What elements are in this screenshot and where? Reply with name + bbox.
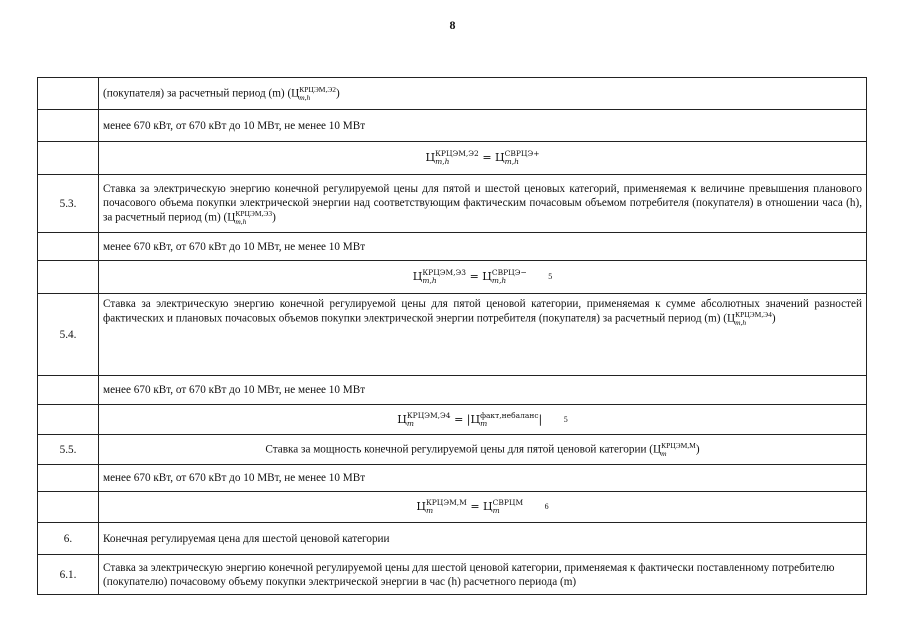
symbol-subscript: m,h (504, 157, 519, 166)
symbol-superscript: СВРЦЭ− (491, 268, 527, 277)
table-row (38, 376, 867, 405)
price-symbol: Ц (412, 270, 423, 283)
symbol-subscript: m,h (735, 318, 747, 327)
symbol-indices (505, 150, 540, 166)
row-number-cell (38, 261, 99, 294)
abs-close-symbol: | (538, 412, 543, 426)
formula-cell (99, 492, 867, 523)
symbol-superscript: КРЦЭМ,Э2 (435, 149, 479, 158)
table-row (38, 405, 867, 435)
symbol-superscript: КРЦЭМ,Э3 (422, 268, 467, 277)
footnote-reference: 6 (544, 502, 549, 511)
table-row (38, 233, 867, 261)
footnote-reference: 5 (548, 272, 553, 281)
symbol-indices (493, 499, 524, 515)
row-text-cell (99, 294, 867, 376)
price-symbol: Ц (425, 151, 436, 164)
formula-cell (99, 142, 867, 175)
row-text: (покупателя) за расчетный период (m) (Ц (103, 87, 300, 100)
equals-sign: = (454, 412, 464, 426)
symbol-subscript: m (425, 506, 434, 515)
row-number-cell (38, 233, 99, 261)
symbol-indices (407, 412, 451, 428)
row-text: Ставка за мощность конечной регулируемой цены для пятой ценовой категории (Ц (265, 443, 662, 456)
symbol-indices (299, 86, 336, 102)
closing-paren: ) (336, 87, 340, 100)
row-number-cell (38, 492, 99, 523)
row-number-cell (38, 376, 99, 405)
power-range-cell: менее 670 кВт, от 670 кВт до 10 МВт, не менее 10 МВт (99, 465, 867, 492)
row-number-cell: 5.4. (38, 294, 99, 376)
row-text-cell (99, 175, 867, 233)
symbol-subscript: m,h (422, 276, 437, 285)
table-row (38, 435, 867, 465)
symbol-indices (435, 150, 479, 166)
equals-sign: = (482, 151, 492, 164)
symbol-superscript: КРЦЭМ,Э4 (735, 310, 772, 319)
table-row (38, 555, 867, 595)
symbol-indices (422, 269, 466, 285)
table-row (38, 110, 867, 142)
footnote-reference: 5 (563, 414, 568, 424)
symbol-subscript: m,h (299, 92, 311, 102)
symbol-subscript: m (492, 506, 500, 515)
formula-cell (99, 261, 867, 294)
row-number-cell: 5.5. (38, 435, 99, 465)
closing-paren: ) (272, 211, 276, 224)
row-number-cell (38, 405, 99, 435)
page-number: 8 (449, 18, 456, 32)
symbol-subscript: m,h (491, 276, 507, 285)
symbol-subscript: m,h (435, 157, 450, 166)
symbol-superscript: СВРЦМ (492, 498, 524, 507)
symbol-superscript: КРЦЭМ,Э3 (235, 208, 273, 218)
table-row (38, 175, 867, 233)
closing-paren: ) (771, 312, 776, 325)
symbol-subscript: m (406, 418, 414, 428)
formula (413, 269, 527, 285)
symbol-indices (480, 412, 538, 428)
price-symbol: Ц (482, 270, 492, 283)
symbol-superscript: СВРЦЭ+ (504, 149, 540, 158)
formula (426, 150, 540, 166)
symbol-superscript: КРЦЭМ,М (661, 440, 696, 450)
symbol-superscript: КРЦЭМ,Э2 (299, 84, 337, 94)
row-number-cell (38, 465, 99, 492)
price-symbol: Ц (416, 500, 426, 513)
table-row (38, 142, 867, 175)
symbol-indices (426, 499, 467, 515)
row-number-cell (38, 78, 99, 110)
power-range-cell: менее 670 кВт, от 670 кВт до 10 МВт, не менее 10 МВт (99, 110, 867, 142)
equals-sign: = (470, 500, 480, 513)
symbol-superscript: КРЦЭМ,Э4 (406, 410, 451, 420)
table-row (38, 78, 867, 110)
symbol-indices (492, 269, 527, 285)
symbol-indices (661, 442, 696, 458)
closing-paren: ) (695, 443, 700, 456)
row-number-cell (38, 142, 99, 175)
power-range-cell: менее 670 кВт, от 670 кВт до 10 МВт, не менее 10 МВт (99, 233, 867, 261)
symbol-subscript: m,h (235, 216, 247, 226)
table-row (38, 523, 867, 555)
row-text-cell: Ставка за электрическую энергию конечной регулируемой цены для шестой ценовой категории, применяемая к фактически поставленному потребителю (покупателю) почасовому объему покупки электрической энергии в час (h) расчетного периода (m) (99, 555, 867, 595)
row-number-cell: 5.3. (38, 175, 99, 233)
power-range-cell: менее 670 кВт, от 670 кВт до 10 МВт, не менее 10 МВт (99, 376, 867, 405)
abs-open-symbol: |Ц (466, 412, 481, 426)
table-row (38, 261, 867, 294)
price-symbol: Ц (495, 151, 505, 164)
symbol-indices (735, 311, 772, 327)
tariff-table (37, 77, 867, 595)
row-number-cell: 6.1. (38, 555, 99, 595)
formula (397, 412, 542, 428)
table-row (38, 294, 867, 376)
symbol-superscript: факт,небаланс (480, 410, 539, 420)
row-number-cell: 6. (38, 523, 99, 555)
table-row (38, 465, 867, 492)
price-symbol: Ц (397, 412, 407, 426)
formula-cell (99, 405, 867, 435)
table-row (38, 492, 867, 523)
row-number-cell (38, 110, 99, 142)
row-text-cell (99, 78, 867, 110)
equals-sign: = (469, 270, 479, 283)
row-text-cell (99, 435, 867, 465)
formula (416, 499, 523, 515)
symbol-subscript: m (480, 418, 488, 428)
row-text-cell: Конечная регулируемая цена для шестой ценовой категории (99, 523, 867, 555)
symbol-subscript: m (661, 448, 667, 458)
symbol-indices (235, 210, 272, 226)
symbol-superscript: КРЦЭМ,М (425, 498, 467, 507)
price-symbol: Ц (483, 500, 493, 513)
row-text: Ставка за электрическую энергию конечной регулируемой цены для пятой и шестой ценовых категорий, применяемая к величине превышения планового почасового объема покупки электрической энергии над соответствующим фактическим почасовым объемом потребителя (покупателя) в отношении часа (h), за расчетный период (m) (Ц (103, 182, 862, 224)
row-text: Ставка за электрическую энергию конечной регулируемой цены для пятой ценовой категории, применяемая к сумме абсолютных значений разностей фактических и плановых почасовых объемов покупки электрической энергии потребителя (покупателя) за расчетный период (m) (Ц (103, 298, 862, 325)
